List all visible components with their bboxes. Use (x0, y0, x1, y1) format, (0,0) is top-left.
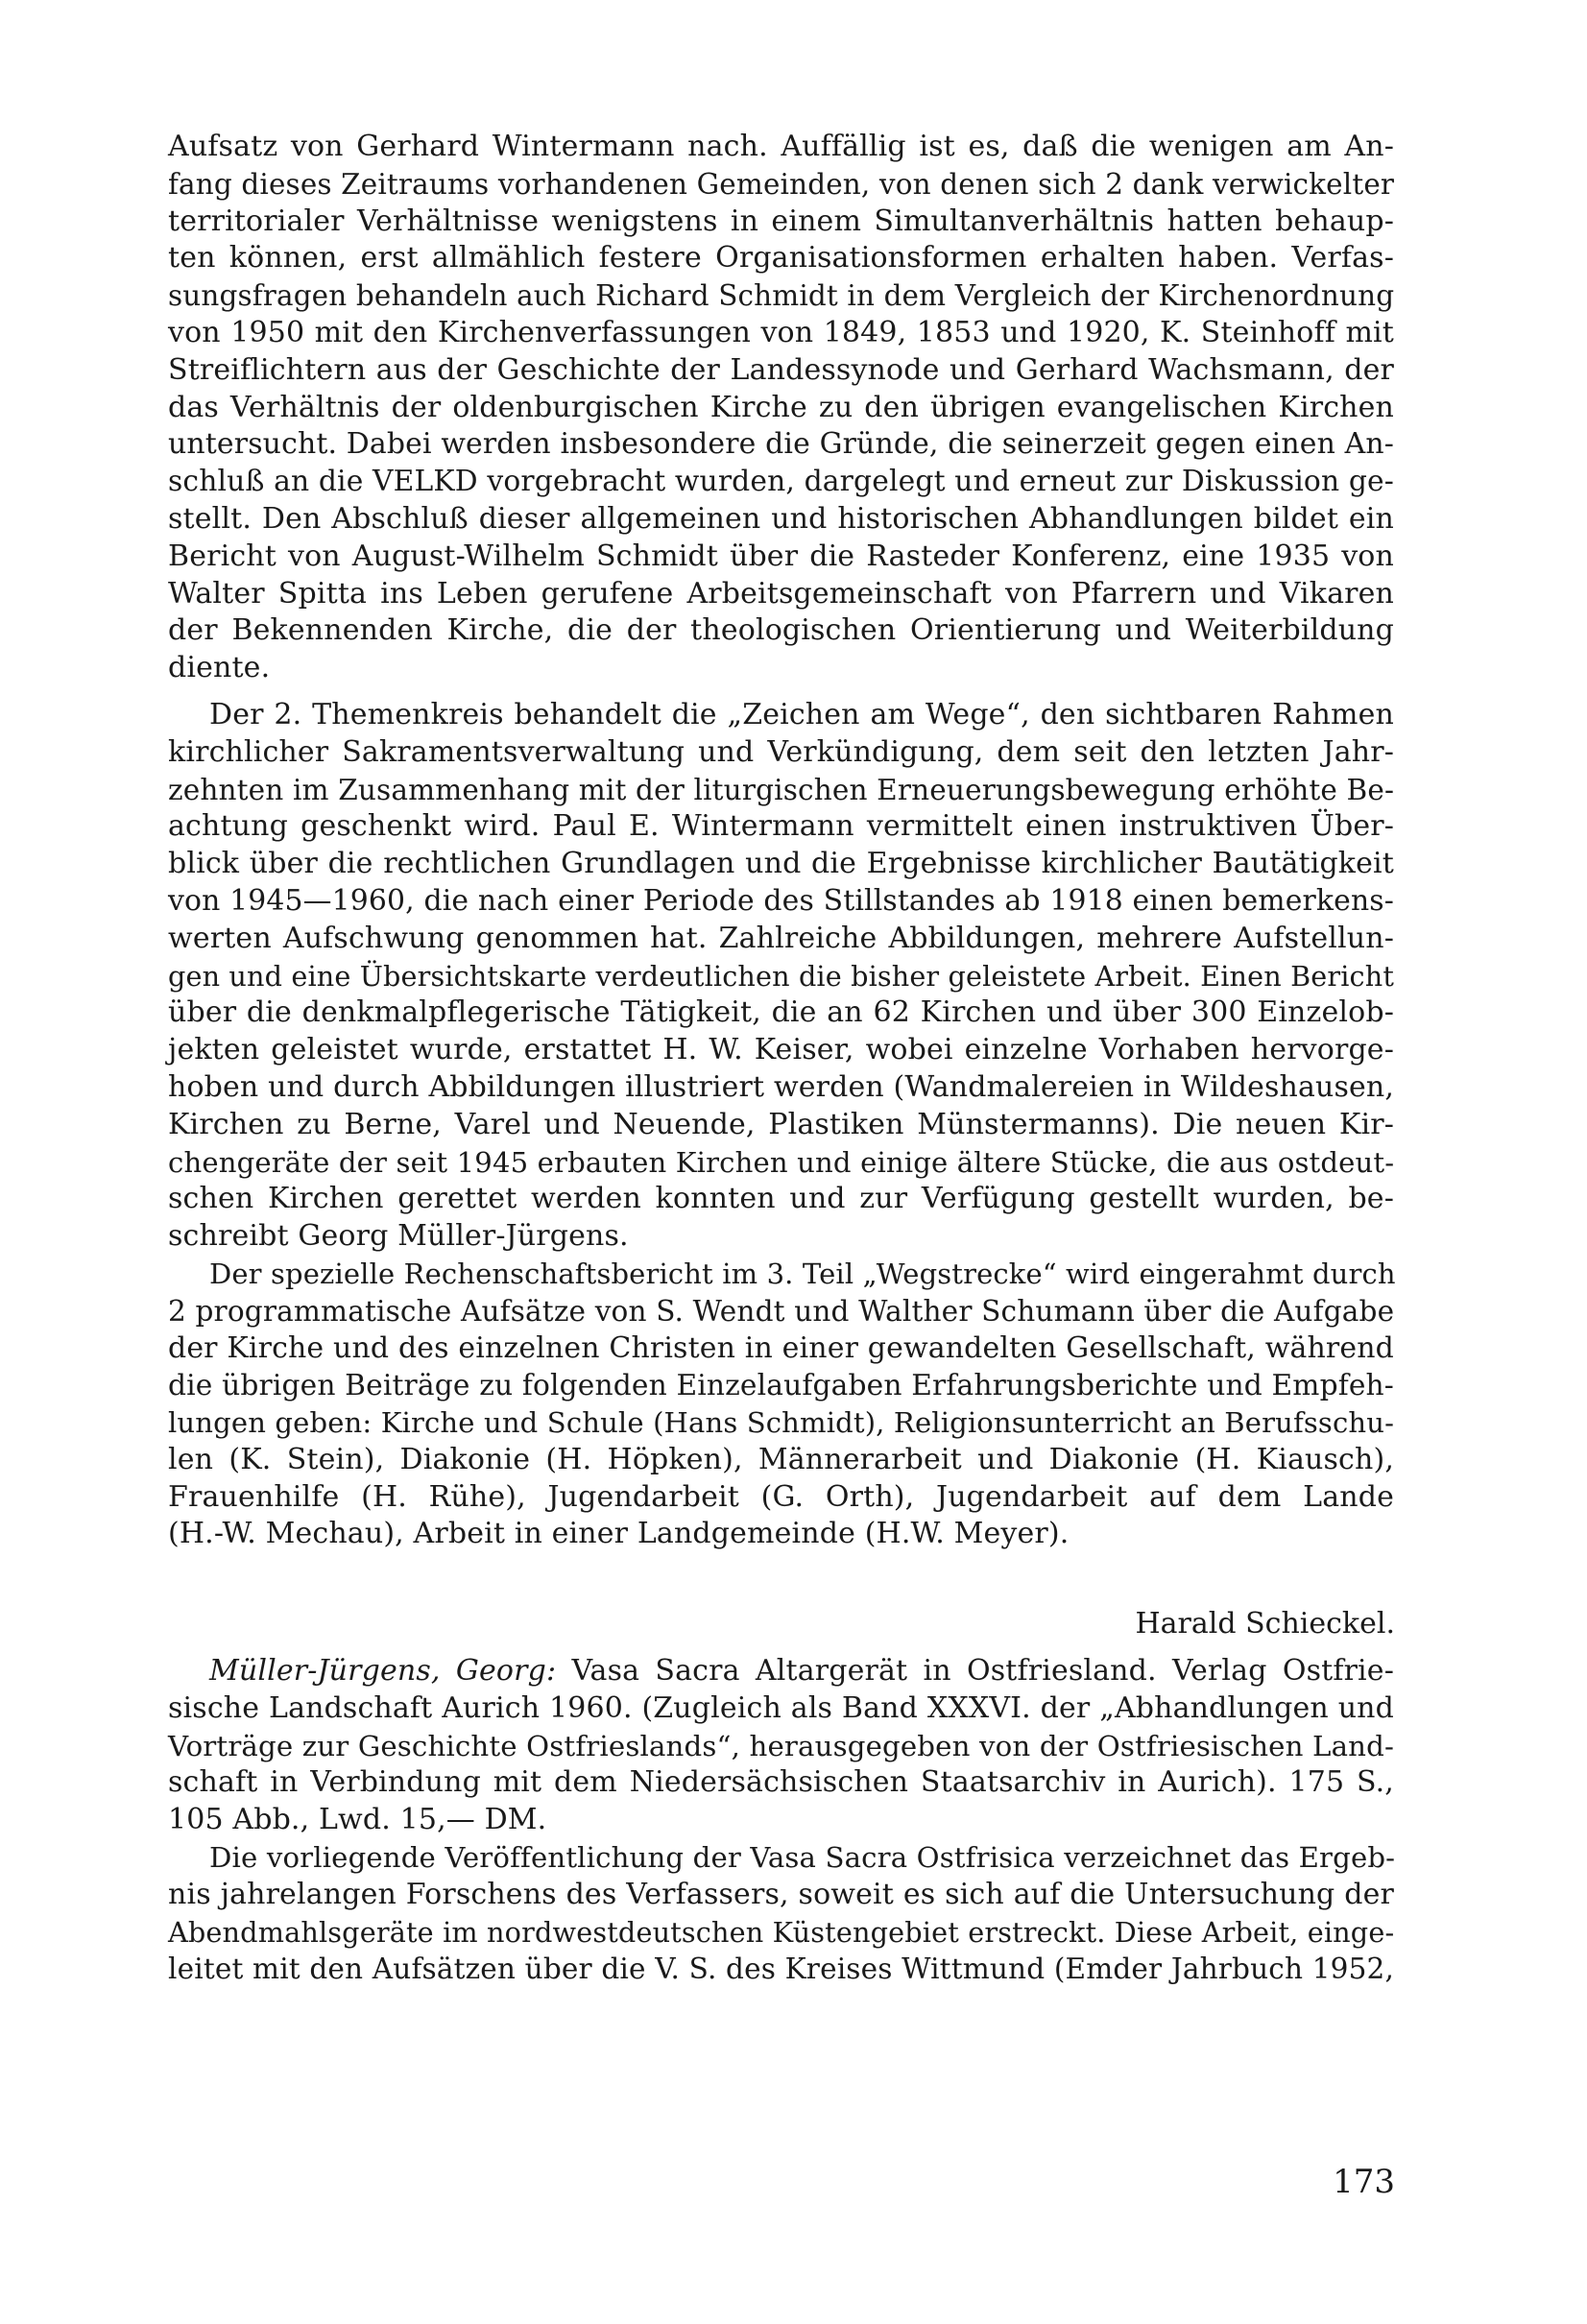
text-line: sungsfragen behandeln auch Richard Schmidt in dem Vergleich der Kirchenordnung (168, 279, 1395, 313)
text-line: Der spezielle Rechenschaftsbericht im 3. Teil „Wegstrecke“ wird eingerahmt durch (209, 1257, 1396, 1290)
text-line: über die denkmalpflegerische Tätigkeit, die an 62 Kirchen und über 300 Einzelob- (168, 995, 1394, 1030)
text-line: schen Kirchen gerettet werden konnten und zur Verfügung gestellt wurden, be- (168, 1182, 1394, 1216)
text-line (168, 1653, 1394, 1690)
text-line: Kirchen zu Berne, Varel und Neuende, Plastiken Münstermanns). Die neuen Kir- (168, 1107, 1394, 1141)
book-author: Müller-Jürgens, Georg: (209, 1654, 557, 1688)
text-line: werten Aufschwung genommen hat. Zahlreiche Abbildungen, mehrere Aufstellun- (168, 921, 1394, 955)
text-line: territorialer Verhältnisse wenigstens in einem Simultanverhältnis hatten behaup- (168, 204, 1394, 238)
text-line: Walter Spitta ins Leben gerufene Arbeitsgemeinschaft von Pfarrern und Vikaren (168, 576, 1394, 611)
text-line: Vorträge zur Geschichte Ostfrieslands“, herausgegeben von der Ostfriesischen Land- (168, 1729, 1394, 1762)
text-line: Aufsatz von Gerhard Wintermann nach. Auffällig ist es, daß die wenigen am An- (168, 130, 1394, 163)
text-line: blick über die rechtlichen Grundlagen und die Ergebnisse kirchlicher Bautätigkeit (168, 847, 1394, 881)
text-line: Bericht von August-Wilhelm Schmidt über die Rasteder Konferenz, eine 1935 von (168, 539, 1394, 573)
text-line: der Kirche und des einzelnen Christen in einer gewandelten Gesellschaft, während (168, 1330, 1394, 1365)
text-line: schluß an die VELKD vorgebracht wurden, dargelegt und erneut zur Diskussion ge- (168, 465, 1394, 499)
text-line: stellt. Den Abschluß dieser allgemeinen und historischen Abhandlungen bildet ein (168, 501, 1394, 536)
page-number: 173 (1333, 2163, 1395, 2201)
text-line: gen und eine Übersichtskarte verdeutlichen die bisher geleistete Arbeit. Einen Bericht (168, 959, 1394, 993)
review-2-body (168, 1653, 1394, 1988)
text-line: das Verhältnis der oldenburgischen Kirche zu den übrigen evangelischen Kirchen (168, 390, 1394, 424)
text-line: len (K. Stein), Diakonie (H. Höpken), Männerarbeit und Diakonie (H. Kiausch), (168, 1442, 1394, 1476)
text-line: (H.-W. Mechau), Arbeit in einer Landgemeinde (H.W. Meyer). (168, 1517, 1070, 1551)
text-line: ten können, erst allmählich festere Organisationsformen erhalten haben. Verfas- (168, 241, 1394, 276)
text-line: Streiflichtern aus der Geschichte der Landessynode und Gerhard Wachsmann, der (168, 352, 1394, 387)
text-line: Frauenhilfe (H. Rühe), Jugendarbeit (G. Orth), Jugendarbeit auf dem Lande (168, 1479, 1394, 1514)
text-line: Abendmahlsgeräte im nordwestdeutschen Küstengebiet erstreckt. Diese Arbeit, einge- (168, 1915, 1395, 1949)
text-line: der Bekennenden Kirche, die der theologischen Orientierung und Weiterbildung (168, 613, 1394, 648)
text-line: fang dieses Zeitraums vorhandenen Gemeinden, von denen sich 2 dank verwickelter (168, 167, 1395, 201)
text-line: 2 programmatische Aufsätze von S. Wendt und Walther Schumann über die Aufgabe (168, 1294, 1395, 1328)
text-line: 105 Abb., Lwd. 15,— DM. (168, 1803, 547, 1837)
text-line: zehnten im Zusammenhang mit der liturgischen Erneuerungsbewegung erhöhte Be- (168, 773, 1395, 806)
text-line: untersucht. Dabei werden insbesondere die Gründe, die seinerzeit gegen einen An- (168, 427, 1394, 462)
text-line: von 1945—1960, die nach einer Periode des Stillstandes ab 1918 einen bemerkens- (168, 883, 1394, 918)
text-line: achtung geschenkt wird. Paul E. Wintermann vermittelt einen instruktiven Über- (168, 809, 1394, 844)
text-line: diente. (168, 651, 271, 685)
text-line: hoben und durch Abbildungen illustriert werden (Wandmalereien in Wildeshausen, (168, 1069, 1394, 1104)
text-line: Der 2. Themenkreis behandelt die „Zeichen am Wege“, den sichtbaren Rahmen (209, 697, 1394, 731)
text-line: kirchlicher Sakramentsverwaltung und Verkündigung, dem seit den letzten Jahr- (168, 734, 1394, 769)
text-line: leitet mit den Aufsätzen über die V. S. des Kreises Wittmund (Emder Jahrbuch 1952, (168, 1953, 1394, 1986)
text-line: jekten geleistet wurde, erstattet H. W. Keiser, wobei einzelne Vorhaben hervorge- (168, 1033, 1394, 1067)
review-signature: Harald Schieckel. (1135, 1607, 1395, 1641)
review-1-body (168, 129, 1394, 1553)
text-line: Die vorliegende Veröffentlichung der Vasa Sacra Ostfrisica verzeichnet das Ergeb- (209, 1840, 1396, 1874)
text-line: sische Landschaft Aurich 1960. (Zugleich als Band XXXVI. der „Abhandlungen und (168, 1690, 1394, 1725)
text-line: die übrigen Beiträge zu folgenden Einzelaufgaben Erfahrungsberichte und Empfeh- (168, 1368, 1394, 1402)
text-line: lungen geben: Kirche und Schule (Hans Schmidt), Religionsunterricht an Berufsschu- (168, 1406, 1395, 1440)
text-line: von 1950 mit den Kirchenverfassungen von 1849, 1853 und 1920, K. Steinhoff mit (168, 315, 1394, 349)
text-line: chengeräte der seit 1945 erbauten Kirchen und einige ältere Stücke, die aus ostdeut- (168, 1145, 1395, 1179)
book-title: Vasa Sacra Altargerät in Ostfriesland. Verlag Ostfrie- (556, 1654, 1394, 1688)
text-line: schreibt Georg Müller-Jürgens. (168, 1219, 629, 1254)
text-line: schaft in Verbindung mit dem Niedersächsischen Staatsarchiv in Aurich). 175 S., (168, 1765, 1394, 1800)
text-line: nis jahrelangen Forschens des Verfassers, soweit es sich auf die Untersuchung der (168, 1877, 1394, 1911)
